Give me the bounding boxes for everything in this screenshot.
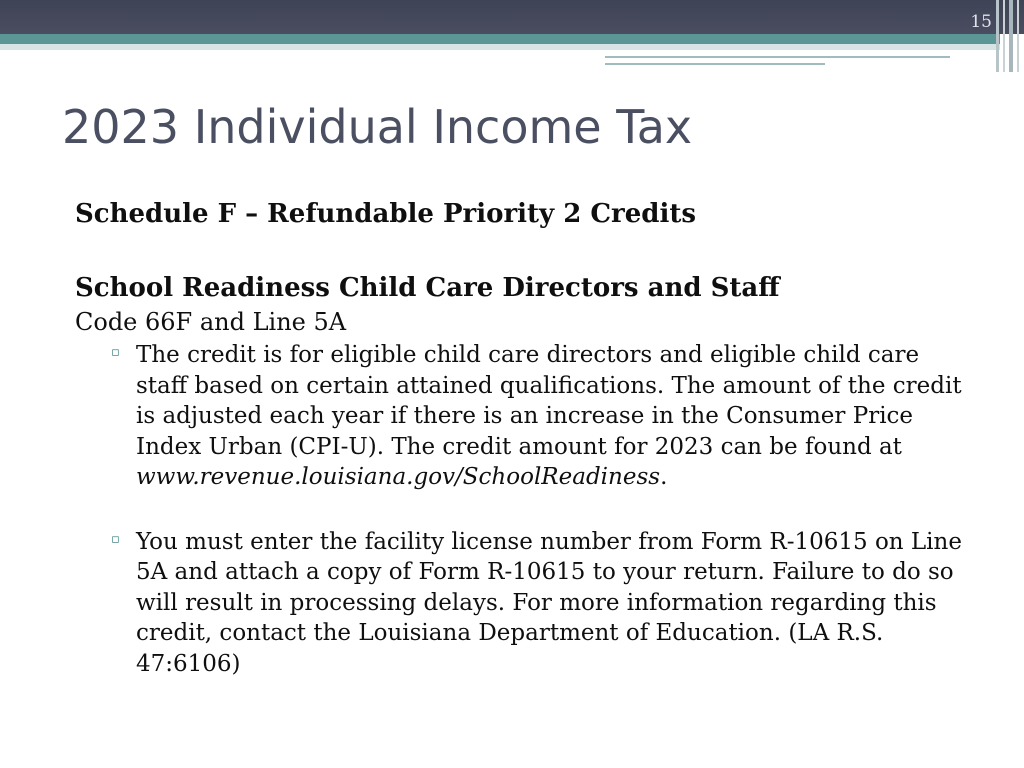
header-vertical-bar [996, 0, 999, 72]
header-vertical-bar [1009, 0, 1013, 72]
header-band-teal [0, 34, 1000, 44]
header-accent-line [605, 63, 825, 65]
bullet-item [75, 527, 971, 680]
schedule-heading: Schedule F – Refundable Priority 2 Credits [75, 199, 696, 229]
header-vertical-bar [1017, 0, 1019, 72]
credit-name-heading: School Readiness Child Care Directors and Staff [75, 273, 780, 303]
slide-title: 2023 Individual Income Tax [62, 100, 693, 154]
bullet-text: The credit is for eligible child care directors and eligible child care staff based on certain attained qualifications. The amount of the credit is adjusted each year if there is an increase in the Consumer Price Index Urban (CPI-U). The credit amount for 2023 can be found at [136, 342, 962, 460]
slide-number: 15 [970, 12, 992, 32]
header-vertical-bar [1003, 0, 1005, 72]
square-bullet-icon: ▫ [111, 531, 120, 547]
slide-content [75, 196, 975, 679]
header-accent-line [605, 56, 950, 58]
bullet-text: You must enter the facility license number from Form R-10615 on Line 5A and attach a copy of Form R-10615 to your return. Failure to do so will result in processing delays. For more information regarding this credit, contact the Louisiana Department of Education. (LA R.S. 47:6106) [136, 528, 962, 677]
bullet-text-end: . [660, 464, 668, 490]
square-bullet-icon: ▫ [111, 345, 120, 360]
code-line: Code 66F and Line 5A [75, 308, 347, 336]
header-band-dark [0, 0, 1024, 34]
bullet-item [75, 340, 971, 493]
revenue-link[interactable]: www.revenue.louisiana.gov/SchoolReadiness [136, 464, 661, 490]
bullet-list [75, 340, 975, 679]
header-band-light [0, 44, 1000, 50]
